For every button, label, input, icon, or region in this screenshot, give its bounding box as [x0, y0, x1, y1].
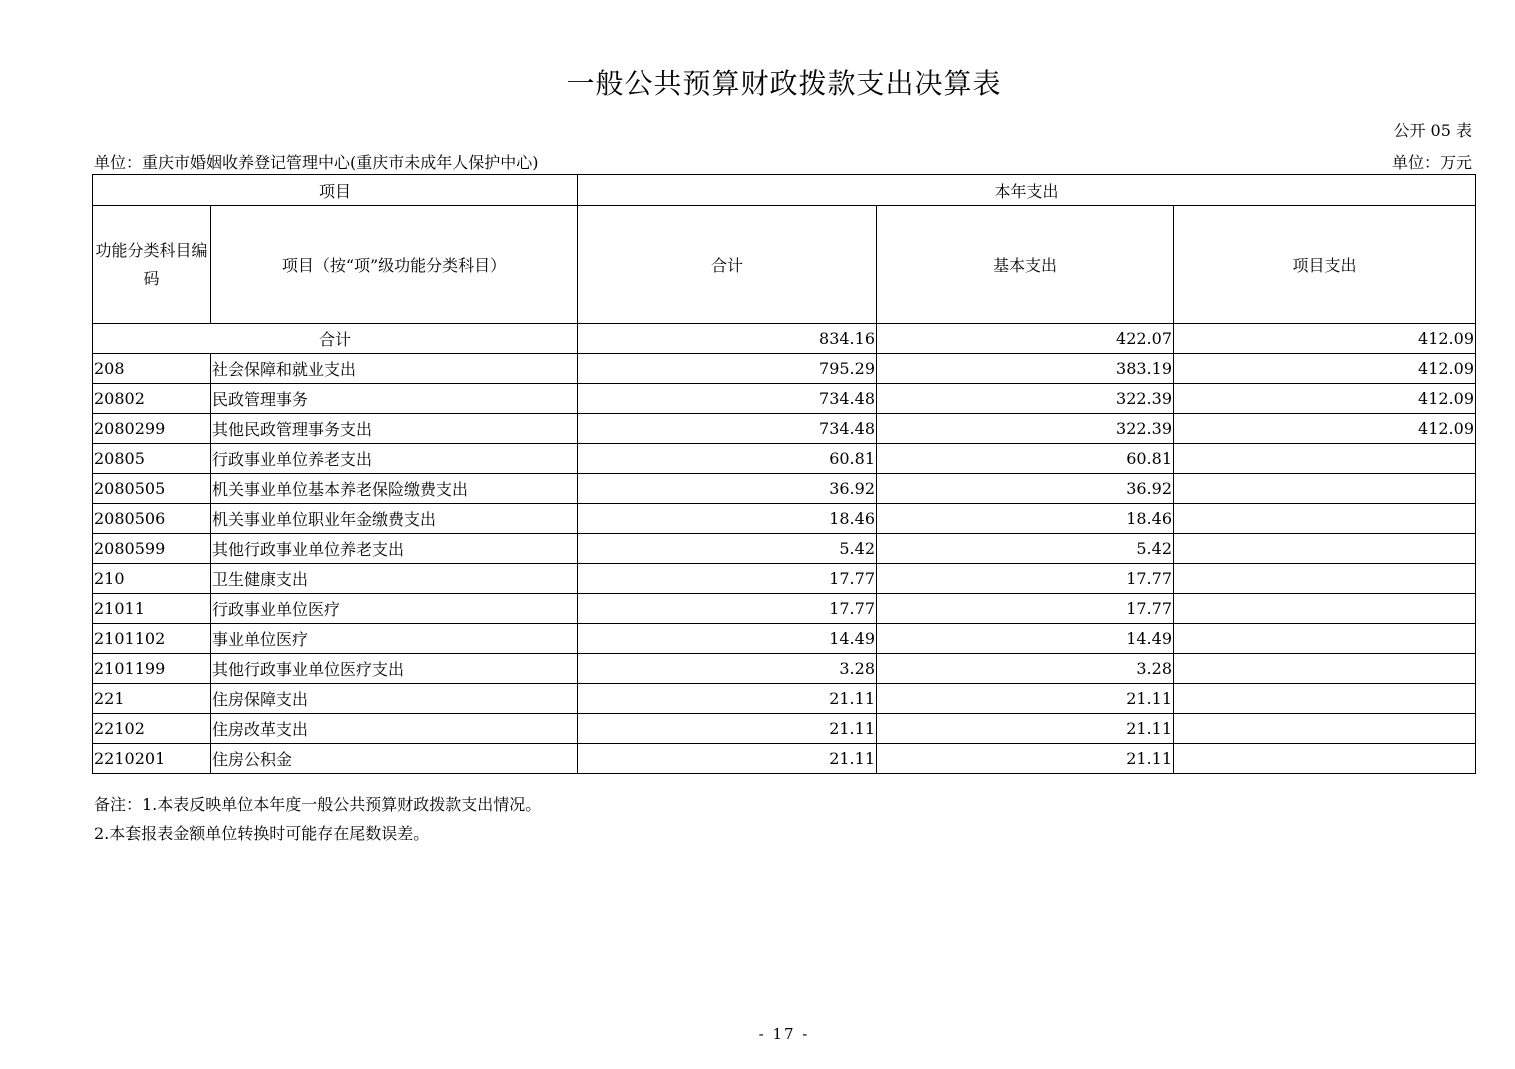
header-name: 项目（按“项”级功能分类科目） — [211, 206, 578, 324]
table-row — [93, 564, 1476, 594]
header-total: 合计 — [578, 206, 877, 324]
row-basic: 322.39 — [877, 414, 1174, 444]
row-total: 795.29 — [578, 354, 877, 384]
table-row — [93, 714, 1476, 744]
table-row — [93, 384, 1476, 414]
row-total: 17.77 — [578, 564, 877, 594]
row-name: 机关事业单位职业年金缴费支出 — [211, 504, 578, 534]
row-total: 60.81 — [578, 444, 877, 474]
expenditure-table — [92, 174, 1476, 774]
row-code: 2080299 — [93, 414, 211, 444]
header-row-2 — [93, 206, 1476, 324]
table-row — [93, 654, 1476, 684]
note-1: 备注：1.本表反映单位本年度一般公共预算财政拨款支出情况。 — [94, 795, 542, 814]
row-total: 734.48 — [578, 384, 877, 414]
row-code: 210 — [93, 564, 211, 594]
row-basic: 21.11 — [877, 684, 1174, 714]
row-basic: 36.92 — [877, 474, 1174, 504]
table-row — [93, 534, 1476, 564]
row-total: 14.49 — [578, 624, 877, 654]
table-row — [93, 354, 1476, 384]
row-project — [1174, 714, 1476, 744]
row-project: 412.09 — [1174, 384, 1476, 414]
table-row — [93, 414, 1476, 444]
table-row — [93, 444, 1476, 474]
row-project — [1174, 504, 1476, 534]
row-basic: 322.39 — [877, 384, 1174, 414]
row-project — [1174, 444, 1476, 474]
row-code: 2080599 — [93, 534, 211, 564]
row-project — [1174, 594, 1476, 624]
report-title: 一般公共预算财政拨款支出决算表 — [566, 67, 1002, 100]
total-project: 412.09 — [1174, 324, 1476, 354]
table-row — [93, 594, 1476, 624]
row-code: 20802 — [93, 384, 211, 414]
row-total: 18.46 — [578, 504, 877, 534]
notes — [94, 790, 541, 848]
row-name: 行政事业单位医疗 — [211, 594, 578, 624]
row-project: 412.09 — [1174, 354, 1476, 384]
row-name: 事业单位医疗 — [211, 624, 578, 654]
row-name: 其他行政事业单位医疗支出 — [211, 654, 578, 684]
header-project: 项目 — [93, 175, 578, 206]
row-total: 21.11 — [578, 744, 877, 774]
form-number: 公开 05 表 — [1393, 121, 1472, 140]
row-code: 22102 — [93, 714, 211, 744]
row-code: 2101199 — [93, 654, 211, 684]
reporting-unit: 单位：重庆市婚姻收养登记管理中心(重庆市未成年人保护中心) — [94, 153, 539, 172]
currency-unit: 单位：万元 — [1391, 153, 1472, 172]
header-code — [93, 206, 211, 324]
row-code: 2080506 — [93, 504, 211, 534]
row-basic: 17.77 — [877, 594, 1174, 624]
row-basic: 14.49 — [877, 624, 1174, 654]
table-row — [93, 684, 1476, 714]
row-basic: 3.28 — [877, 654, 1174, 684]
total-row — [93, 324, 1476, 354]
row-code: 20805 — [93, 444, 211, 474]
row-project — [1174, 564, 1476, 594]
row-total: 21.11 — [578, 684, 877, 714]
row-project — [1174, 654, 1476, 684]
row-total: 734.48 — [578, 414, 877, 444]
table-row — [93, 744, 1476, 774]
page-number: - 17 - — [758, 1025, 810, 1043]
table-row — [93, 474, 1476, 504]
row-basic: 383.19 — [877, 354, 1174, 384]
row-name: 住房保障支出 — [211, 684, 578, 714]
row-code: 2210201 — [93, 744, 211, 774]
header-basic: 基本支出 — [877, 206, 1174, 324]
row-basic: 17.77 — [877, 564, 1174, 594]
row-code: 221 — [93, 684, 211, 714]
total-total: 834.16 — [578, 324, 877, 354]
row-total: 21.11 — [578, 714, 877, 744]
row-name: 其他民政管理事务支出 — [211, 414, 578, 444]
row-basic: 21.11 — [877, 714, 1174, 744]
table-row — [93, 624, 1476, 654]
row-code: 208 — [93, 354, 211, 384]
row-project — [1174, 624, 1476, 654]
row-total: 3.28 — [578, 654, 877, 684]
row-total: 17.77 — [578, 594, 877, 624]
row-project — [1174, 744, 1476, 774]
row-name: 卫生健康支出 — [211, 564, 578, 594]
row-project — [1174, 684, 1476, 714]
row-name: 其他行政事业单位养老支出 — [211, 534, 578, 564]
row-name: 住房公积金 — [211, 744, 578, 774]
total-label: 合计 — [93, 324, 578, 354]
row-code: 2080505 — [93, 474, 211, 504]
row-project — [1174, 474, 1476, 504]
row-project: 412.09 — [1174, 414, 1476, 444]
header-current-year: 本年支出 — [578, 175, 1476, 206]
note-2: 2.本套报表金额单位转换时可能存在尾数误差。 — [94, 824, 430, 843]
row-name: 社会保障和就业支出 — [211, 354, 578, 384]
row-name: 民政管理事务 — [211, 384, 578, 414]
row-total: 36.92 — [578, 474, 877, 504]
row-basic: 18.46 — [877, 504, 1174, 534]
total-basic: 422.07 — [877, 324, 1174, 354]
row-name: 住房改革支出 — [211, 714, 578, 744]
row-code: 2101102 — [93, 624, 211, 654]
row-name: 机关事业单位基本养老保险缴费支出 — [211, 474, 578, 504]
row-basic: 5.42 — [877, 534, 1174, 564]
row-name: 行政事业单位养老支出 — [211, 444, 578, 474]
row-code: 21011 — [93, 594, 211, 624]
row-project — [1174, 534, 1476, 564]
header-code-label: 功能分类科目编码 — [95, 240, 208, 288]
header-row-1 — [93, 175, 1476, 206]
row-total: 5.42 — [578, 534, 877, 564]
row-basic: 60.81 — [877, 444, 1174, 474]
row-basic: 21.11 — [877, 744, 1174, 774]
table-row — [93, 504, 1476, 534]
header-project-exp: 项目支出 — [1174, 206, 1476, 324]
